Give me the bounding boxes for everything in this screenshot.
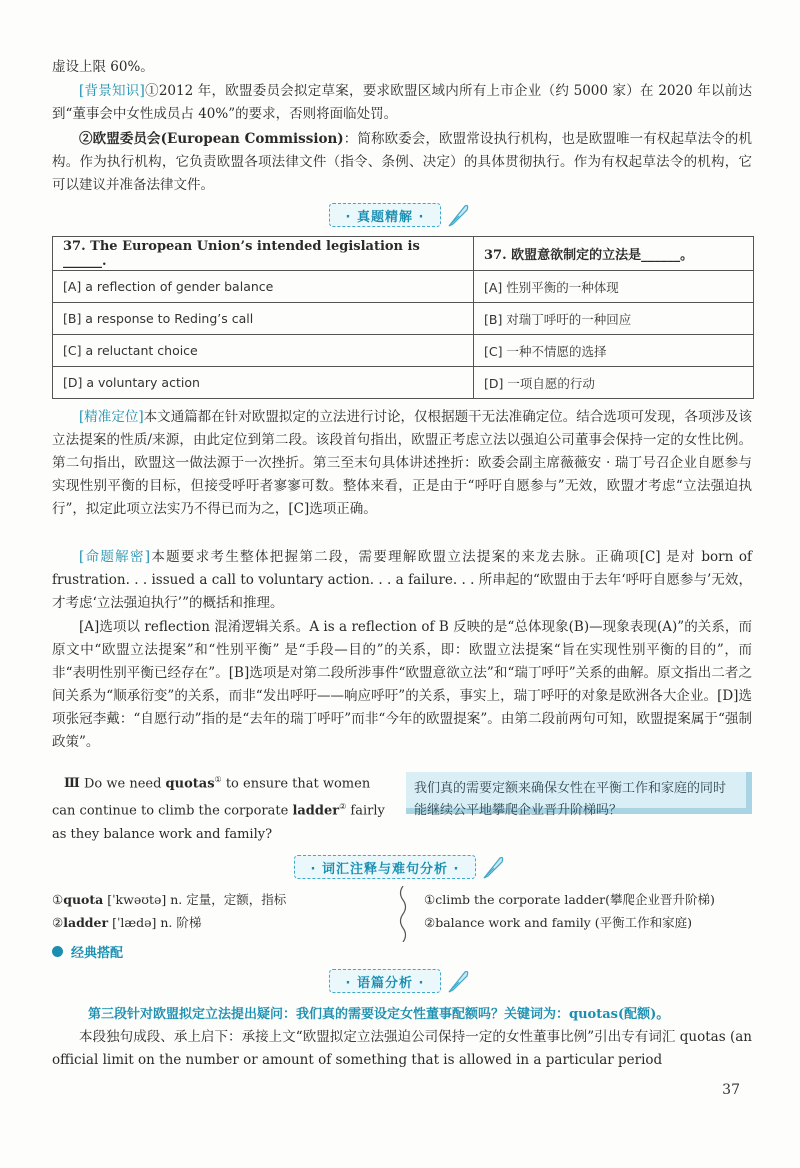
option-a-en: [A] a reflection of gender balance: [53, 271, 474, 303]
phrase-item-1: ①climb the corporate ladder(攀爬企业晋升阶梯): [424, 892, 715, 907]
word-ladder: ladder: [292, 803, 340, 819]
option-row-b: [53, 303, 754, 335]
discourse-para: 本段独句成段、承上启下：承接上文“欧盟拟定立法强迫公司保持一定的女性董事比例”引出专有词汇 quotas (an official limit on the number or amount of something that is allowed in a particular period: [52, 1029, 752, 1068]
quill-icon: [445, 202, 471, 228]
decode-tag: [命题解密]: [79, 549, 151, 565]
quill-icon: [480, 854, 506, 880]
section3-translation: 我们真的需要定额来确保女性在平衡工作和家庭的同时能继续公平地攀爬企业晋升阶梯吗？: [414, 781, 727, 818]
banner-exam-analysis: [0, 200, 800, 230]
section3-roman: Ⅲ: [64, 776, 80, 792]
bullet-icon: [52, 946, 63, 957]
question-zh: 37. 欧盟意欲制定的立法是______。: [474, 237, 754, 271]
divider-swirl: [398, 886, 408, 942]
classic-label: 经典搭配: [71, 946, 124, 961]
analysis-para: [A]选项以 reflection 混淆逻辑关系。A is a reflection of B 反映的是“总体现象(B)—现象表现(A)”的关系，而原文中“欧盟立法提案”和“性别平衡” 是“手段—目的”的关系，即：欧盟立法提案“旨在实现性别平衡的目的”，而非“表明性别平衡已经存在”。[B]选项是对第二段所涉事件“欧盟意欲立法”和“瑞丁呼吁”关系的曲解。原文指出二者之间关系为“顺承衍变”的关系，而非“发出呼吁——响应呼吁”的关系，事实上，瑞丁呼吁的对象是欧洲各大企业。[D]选项张冠李戴：“自愿行动”指的是“去年的瑞丁呼吁”而非“今年的欧盟提案”。由第二段前两句可知，欧盟提案属于“强制政策”。: [52, 619, 752, 750]
background-text-1: ①2012 年，欧盟委员会拟定草案，要求欧盟区域内所有上市企业（约 5000 家）在 2020 年以前达到“董事会中女性成员占 40%”的要求，否则将面临处罚。: [52, 83, 752, 122]
banner-vocab-label: · 词汇注释与难句分析 ·: [310, 861, 460, 877]
banner-discourse-label: · 语篇分析 ·: [345, 975, 425, 991]
option-c-en: [C] a reluctant choice: [53, 335, 474, 367]
option-d-zh: [D] 一项自愿的行动: [474, 367, 754, 399]
option-c-zh: [C] 一种不情愿的选择: [474, 335, 754, 367]
background-tag: [背景知识]: [79, 83, 145, 99]
banner-exam-analysis-label: · 真题精解 ·: [345, 209, 425, 225]
phrase-item-2: ②balance work and family (平衡工作和家庭): [424, 915, 692, 930]
classic-collocation: [52, 942, 123, 961]
background-para-1: [52, 80, 752, 126]
discourse-highlight: 第三段针对欧盟拟定立法提出疑问：我们真的需要设定女性董事配额吗？关键词为：quotas(配额)。: [88, 1007, 670, 1022]
banner-vocab: [0, 852, 800, 882]
locate-text: 本文通篇都在针对欧盟拟定的立法进行讨论，仅根据题干无法准确定位。结合选项可发现，各项涉及该立法提案的性质/来源，由此定位到第二段。该段首句指出，欧盟正考虑立法以强迫公司董事会保持一定的女性比例。第二句指出，欧盟这一做法源于一次挫折。第三至末句具体讲述挫折：欧委会副主席薇薇安 · 瑞丁号召企业自愿参与实现性别平衡的目标，但接受呼吁者寥寥可数。整体来看，正是由于“呼吁自愿参与”无效，欧盟才考虑“立法强迫执行”，拟定此项立法实乃不得已而为之，[C]选项正确。: [52, 409, 752, 517]
question-en: 37. The European Union’s intended legislation is ______.: [53, 237, 474, 271]
option-row-a: [53, 271, 754, 303]
option-row-d: [53, 367, 754, 399]
background-text-2: ：简称欧委会，欧盟常设执行机构，也是欧盟唯一有权起草法令的机构。作为执行机构，它负责欧盟各项法律文件（指令、条例、决定）的具体贯彻执行。作为有权起草法令的机构，它可以建议并准备法律文件。: [52, 131, 753, 193]
vocab-item-2: ②ladder [ˈlædə] n. 阶梯: [52, 915, 202, 930]
locate-para: [52, 406, 752, 521]
decode-para: [52, 546, 752, 615]
locate-tag: [精准定位]: [79, 409, 144, 425]
page-number: 37: [722, 1082, 740, 1098]
option-row-c: [53, 335, 754, 367]
option-b-zh: [B] 对瑞丁呼吁的一种回应: [474, 303, 754, 335]
option-a-zh: [A] 性别平衡的一种体现: [474, 271, 754, 303]
section3-sentence: Ⅲ Do we need quotas① to ensure that women can continue to climb the corporate ladder② fairly as they balance work and family?: [52, 775, 385, 842]
quill-icon: [445, 968, 471, 994]
commission-term: ②欧盟委员会(European Commission): [79, 131, 344, 147]
decode-text: 本题要求考生整体把握第二段，需要理解欧盟立法提案的来龙去脉。正确项[C] 是对 born of frustration. . . issued a call to voluntary action. . . a failure. . . 所串起的“欧盟由于去年‘呼吁自愿参与’无效，才考虑‘立法强迫执行’”的概括和推理。: [52, 549, 752, 611]
vocab-item-1: ①quota [ˈkwəʊtə] n. 定量，定额，指标: [52, 892, 287, 907]
word-quotas: quotas: [165, 776, 215, 792]
background-para-2: [52, 128, 752, 197]
question-table: [52, 236, 754, 399]
banner-discourse: [0, 966, 800, 996]
section3-translation-box: [406, 772, 752, 818]
top-line: 虚设上限 60%。: [52, 59, 154, 75]
option-d-en: [D] a voluntary action: [53, 367, 474, 399]
question-row: [53, 237, 754, 271]
option-b-en: [B] a response to Reding’s call: [53, 303, 474, 335]
